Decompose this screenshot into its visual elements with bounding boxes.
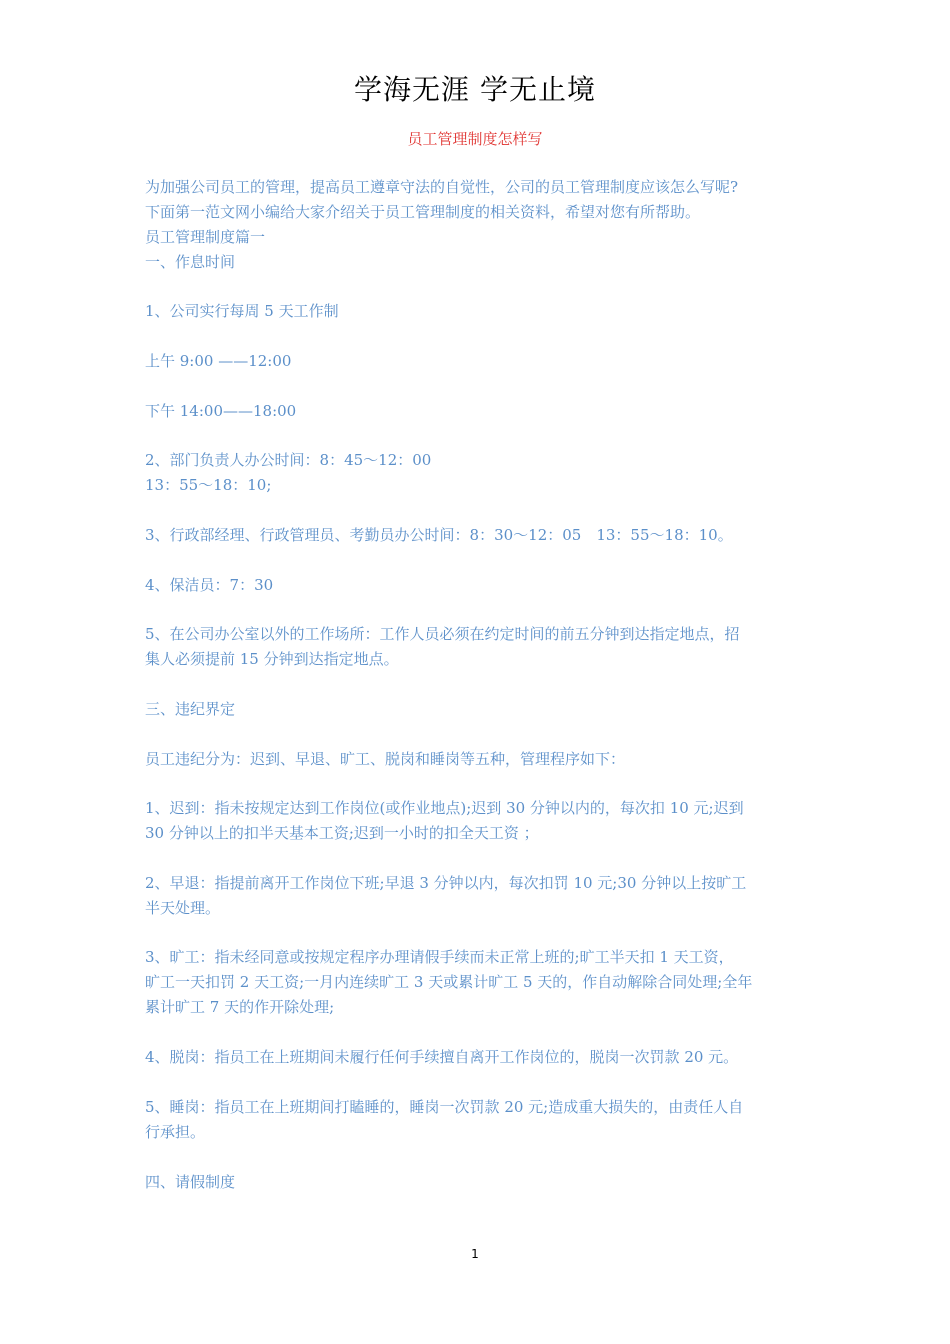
paragraph: 4、保洁员：7：30: [145, 576, 274, 594]
paragraph: 1、公司实行每周 5 天工作制: [145, 302, 339, 320]
paragraph: 下午 14:00——18:00: [145, 402, 297, 420]
paragraph: 累计旷工 7 天的作开除处理;: [145, 998, 335, 1016]
heading-violations: 三、违纪界定: [145, 700, 236, 718]
paragraph: 30 分钟以上的扣半天基本工资;迟到一小时的扣全天工资 ；: [145, 824, 539, 842]
heading-leave-policy: 四、请假制度: [145, 1173, 236, 1191]
paragraph: 5、睡岗：指员工在上班期间打瞌睡的，睡岗一次罚款 20 元;造成重大损失的，由责任人自: [145, 1098, 744, 1116]
paragraph: 5、在公司办公室以外的工作场所：工作人员必须在约定时间的前五分钟到达指定地点，招: [145, 625, 740, 643]
section-title: 员工管理制度篇一: [145, 228, 266, 246]
paragraph: 行承担。: [145, 1123, 206, 1141]
paragraph: 2、早退：指提前离开工作岗位下班;早退 3 分钟以内，每次扣罚 10 元;30 分钟以上按旷工: [145, 874, 747, 892]
paragraph: 4、脱岗：指员工在上班期间未履行任何手续擅自离开工作岗位的，脱岗一次罚款 20 元。: [145, 1048, 739, 1066]
intro-line-1: 为加强公司员工的管理，提高员工遵章守法的自觉性，公司的员工管理制度应该怎么写呢?: [145, 178, 739, 196]
heading-work-hours: 一、作息时间: [145, 253, 236, 271]
paragraph: 3、行政部经理、行政管理员、考勤员办公时间：8：30～12：05 13：55～18：10。: [145, 526, 733, 544]
page-header-title: 学海无涯 学无止境: [354, 73, 596, 106]
paragraph: 集人必须提前 15 分钟到达指定地点。: [145, 650, 399, 668]
paragraph: 1、迟到：指未按规定达到工作岗位(或作业地点);迟到 30 分钟以内的，每次扣 10 元;迟到: [145, 799, 744, 817]
paragraph: 员工违纪分为：迟到、早退、旷工、脱岗和睡岗等五种，管理程序如下：: [145, 750, 626, 768]
paragraph: 上午 9:00 ——12:00: [145, 352, 292, 370]
page-number: 1: [471, 1247, 479, 1261]
paragraph: 3、旷工：指未经同意或按规定程序办理请假手续而未正常上班的;旷工半天扣 1 天工资，: [145, 948, 734, 966]
document-subtitle: 员工管理制度怎样写: [407, 130, 543, 148]
intro-line-2: 下面第一范文网小编给大家介绍关于员工管理制度的相关资料，希望对您有所帮助。: [145, 203, 701, 221]
paragraph: 半天处理。: [145, 899, 221, 917]
paragraph: 旷工一天扣罚 2 天工资;一月内连续旷工 3 天或累计旷工 5 天的，作自动解除合同处理;全年: [145, 973, 753, 991]
paragraph: 13：55～18：10;: [145, 476, 272, 494]
paragraph: 2、部门负责人办公时间：8：45～12：00: [145, 451, 432, 469]
